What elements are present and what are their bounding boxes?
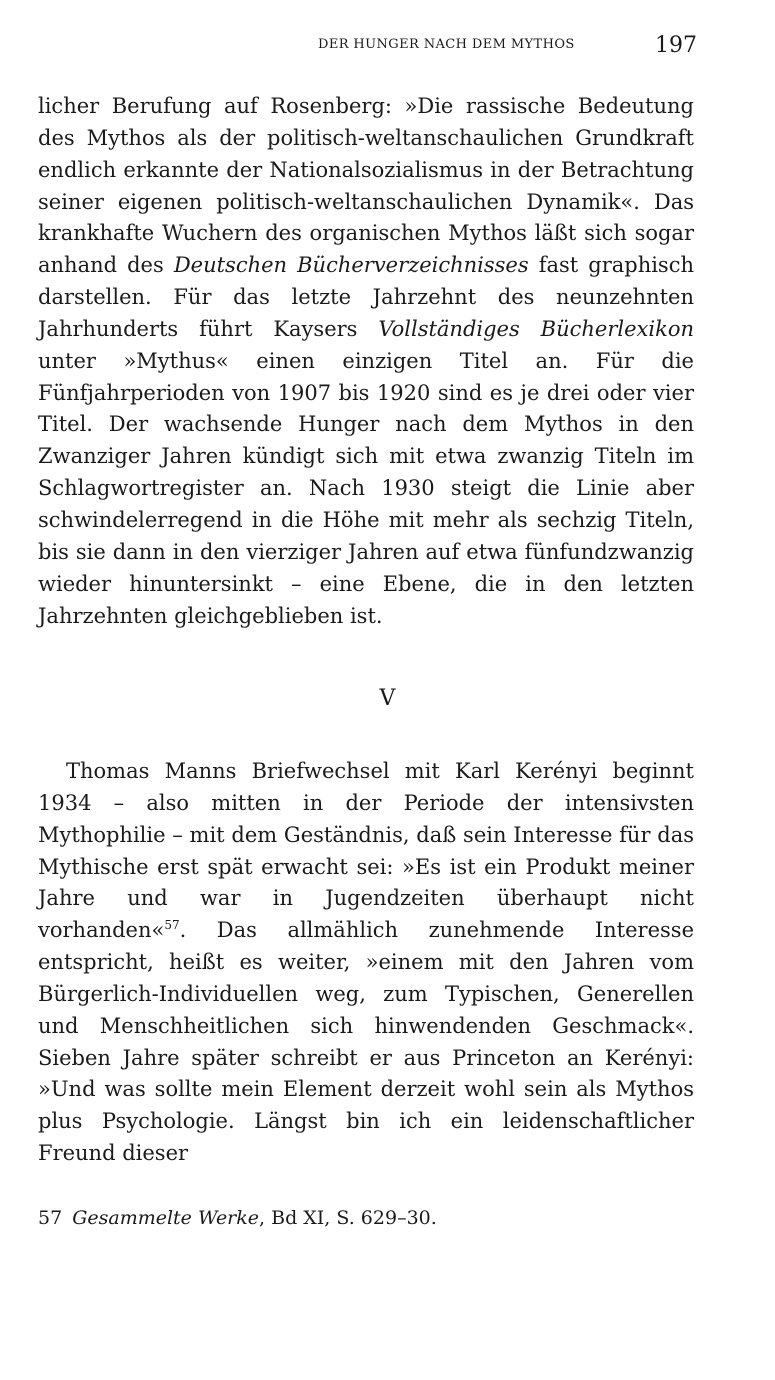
para1-italic-title-1: Deutschen Bücherverzeichnisses <box>173 253 529 278</box>
footnote-number: 57 <box>38 1207 63 1229</box>
footnote-work-title: Gesammelte Werke <box>72 1207 260 1229</box>
para1-italic-title-2: Vollständiges Bücherlexikon <box>378 316 694 341</box>
footnote-reference: 57 <box>164 918 180 933</box>
page-number: 197 <box>655 33 697 58</box>
para2-text-1: Thomas Manns Briefwechsel mit Karl Kerényi beginnt 1934 – also mitten in der Periode der intensivsten Mythophilie – mit dem Geständnis, daß sein Interesse für das Mythische erst spät erwacht sei: »Es ist ein Produkt meiner Jahre und war in Jugendzeiten überhaupt nicht vorhanden« <box>38 759 694 943</box>
footnote <box>38 1207 694 1229</box>
para1-text-1: licher Berufung auf Rosenberg: »Die rassische Bedeutung des Mythos als der politisch-weltanschaulichen Grundkraft endlich erkannte der Nationalsozialismus in der Betrachtung seiner eigenen politisch-weltanschaulichen Dynamik«. Das krankhafte Wuchern des organischen Mythos läßt sich sogar anhand des <box>38 94 694 278</box>
para2-text-2: . Das allmählich zunehmende Interesse entspricht, heißt es weiter, »einem mit den Jahren vom Bürgerlich-Individuellen weg, zum Typischen, Generellen und Menschheitlichen sich hinwendenden Geschmack«. Sieben Jahre später schreibt er aus Princeton an Kerényi: »Und was sollte mein Element derzeit wohl sein als Mythos plus Psychologie. Längst bin ich ein leidenschaftlicher Freund dieser <box>38 918 694 1166</box>
paragraph-1 <box>38 91 694 632</box>
paragraph-2 <box>38 756 694 1170</box>
section-heading: V <box>379 686 396 711</box>
running-header: DER HUNGER NACH DEM MYTHOS <box>318 37 575 52</box>
para1-text-3: unter »Mythus« einen einzigen Titel an. Für die Fünfjahrperioden von 1907 bis 1920 sind es je drei oder vier Titel. Der wachsende Hunger nach dem Mythos in den Zwanziger Jahren kündigt sich mit etwa zwanzig Titeln im Schlagwortregister an. Nach 1930 steigt die Linie aber schwindelerregend in die Höhe mit mehr als sechzig Titeln, bis sie dann in den vierziger Jahren auf etwa fünfundzwanzig wieder hinuntersinkt – eine Ebene, die in den letzten Jahrzehnten gleichgeblieben ist. <box>38 348 694 628</box>
para1-text-2: fast graphisch darstellen. Für das letzte Jahrzehnt des neunzehnten Jahrhunderts führt Kaysers <box>38 253 694 341</box>
footnote-citation: , Bd XI, S. 629–30. <box>259 1207 437 1229</box>
